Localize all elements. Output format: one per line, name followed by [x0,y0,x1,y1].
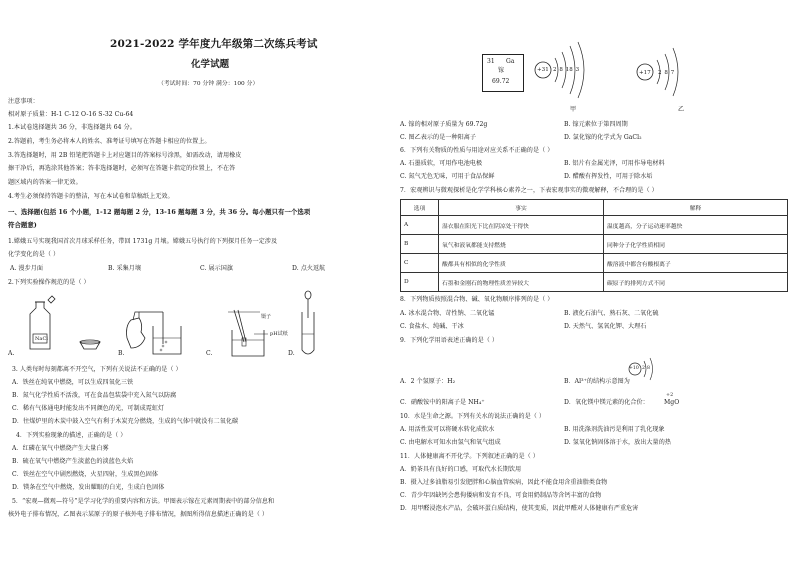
q11-option-d: D．用甲醛浸泡水产品，会破坏蛋白质结构，使其变质，因此甲醛对人体健康有严重危害 [400,505,639,512]
x-electron-shells: 2 8 7 [658,70,675,76]
section1-heading-cont: 符合题意) [8,221,37,229]
q11-option-b: B．摄入过多油脂易引发肥胖和心脑血管疾病，因此不能食用含重油脂类食物 [400,479,608,486]
q10-option-c: C. 由电解水可知水由氢气和氧气组成 [400,439,501,446]
q5-option-d: D. 氯化镓的化学式为 GaCl₂ [564,134,642,141]
q5-option-a: A. 镓的相对原子质量为 69.72g [400,121,488,128]
table-cell: D [401,273,439,292]
q4-option-d: D．镁条在空气中燃烧，发出耀眼的白光，生成白色固体 [12,484,165,491]
q3-option-c: C．稀有气体通电时能发出不同颜色的光，可制成霓虹灯 [12,405,165,412]
q9-stem: 9．下列化学用语表述正确的是（ ） [400,337,499,344]
table-header-cell: 事实 [439,200,604,216]
table-cell: B [401,235,439,254]
q6-option-c: C. 氮气无色无味，可用于食品保鲜 [400,173,495,180]
table-row [401,216,788,235]
table-cell: 碳原子的排列方式不同 [604,273,788,292]
q6-stem: 6．下列有关物质的性质与用途对应关系不正确的是（ ） [400,147,554,154]
q2-label-c: C. [206,350,213,357]
exam-subject: 化学试题 [191,59,230,70]
table-cell: A [401,216,439,235]
ga-element-tile [482,54,524,92]
table-row [401,235,788,254]
q9-option-d: D．氧化镁中镁元素的化合价： [564,399,649,406]
q1-stem-cont: 化学变化的是（ ） [8,251,60,258]
q5-stem: 5．“宏观—微观—符号”是学习化学的重要内容和方法。甲图表示镓在元素周期表中的部分信息和 [12,498,275,505]
ga-symbol: Ga [506,58,515,65]
label-jia: 甲 [570,106,577,113]
q3-option-d: D．往煤炉里的木炭中鼓入空气有利于木炭充分燃烧，生成的气体中就没有二氧化碳 [12,418,239,425]
q10-option-d: D. 氢氧化钠固体溶于水，放出大量的热 [564,439,671,446]
q1-option-b: B. 采集月壤 [108,265,142,272]
q6-option-a: A. 石墨质软，可用作电池电极 [400,160,483,167]
note-3: 3.答选择题时，用 2B 铅笔把答题卡上对应题目的答案标号涂黑，如需改动，请用橡皮 [8,152,242,159]
q5-option-c: C. 图乙表示的是一种阳离子 [400,134,477,141]
ga-electron-shells: 2 8 18 3 [553,67,580,73]
note-6: 4.考生必须保持答题卡的整洁，写在本试卷和草稿纸上无效。 [8,193,174,200]
ga-mass: 69.72 [492,78,510,85]
q1-option-a: A. 漫步月面 [10,265,43,272]
ga-atomic-number: 31 [487,58,495,65]
q3-option-a: A．铁丝在纯氧中燃烧，可以生成四氧化三铁 [12,379,134,386]
q8-option-d: D. 天然气、氢氧化钾、大理石 [564,323,647,330]
table-cell: 湿衣服在阳光下比在阴凉处干得快 [439,216,604,235]
q11-option-c: C．青少年因缺钙会患佝偻病和发育不良，可食用奶制品等含钙丰富的食物 [400,492,602,499]
table-cell: C [401,254,439,273]
mgo-formula: MgO [664,399,680,406]
q8-option-b: B. 液化石油气、熟石灰、二氧化硫 [564,310,659,317]
q2-image-d [296,290,326,360]
q2-label-b: B. [118,350,125,357]
q7-stem: 7．宏观辨识与微观探析是化学学科核心素养之一，下表宏观事实的微观解释，不合理的是（ ） [400,187,658,194]
q4-option-a: A．红磷在氧气中燃烧产生大量白雾 [12,445,109,452]
notice-title: 注意事项： [8,98,39,105]
nacl-label: NaCl [35,336,48,342]
q3-option-b: B．氮气化学性质不活泼，可在食品包装袋中充入氮气以防腐 [12,392,177,399]
table-cell: 温度越高，分子运动速率越快 [604,216,788,235]
section1-heading: 一、选择题(包括 16 个小题，1-12 题每题 2 分，13-16 题每题 3 分，共 36 分。每小题只有一个选项 [8,208,311,216]
table-header-cell: 选项 [401,200,439,216]
table-cell: 酸溶液中都含有酸根离子 [604,254,788,273]
table-cell: 氧气和液氧都能支持燃烧 [439,235,604,254]
x-nucleus-charge: +17 [639,70,651,76]
q2-image-c [214,300,294,358]
q8-stem: 8．下列物质按照混合物、碱、氧化物顺序排列的是（ ） [400,296,554,303]
table-header-row [401,200,788,216]
q10-option-b: B. 用洗涤剂洗油污是利用了乳化现象 [564,426,665,433]
q2-stem: 2.下列实验操作规范的是（ ） [8,279,90,286]
al-nucleus-charge: +10 [629,366,639,371]
table-cell: 同种分子化学性质相同 [604,235,788,254]
q2-label-a: A. [8,350,15,357]
note-4: 擦干净后，再选涂其他答案；答非选择题时，必须写在答题卡指定的位置上，不在答 [8,165,236,172]
q6-option-b: B. 铝片有金属光泽，可用作导电材料 [564,160,665,167]
q6-option-d: D. 醋酸有挥发性，可用于除水垢 [564,173,653,180]
q4-option-c: C．铁丝在空气中剧烈燃烧，火星四射，生成黑色固体 [12,471,159,478]
table-cell: 酸都具有相似的化学性质 [439,254,604,273]
q2-image-a [18,294,108,356]
exam-title: 2021-2022 学年度九年级第二次练兵考试 [110,38,318,50]
note-1: 1.本试卷选择题共 36 分，非选择题共 64 分。 [8,124,136,131]
q1-option-d: D. 点火返航 [292,265,326,272]
q1-option-c: C. 展示国旗 [200,265,234,272]
q8-option-a: A. 冰水混合物、苛性钠、二氧化锰 [400,310,495,317]
q11-stem: 11．人体健康离不开化学。下列叙述正确的是（ ） [400,453,539,460]
q1-stem: 1.嫦娥五号实现我国首次月球采样任务，带回 1731g 月壤。嫦娥五号执行的下列探月任务一定涉及 [8,238,278,245]
q7-table [400,199,788,292]
al-electron-shells: 2 8 [642,366,650,371]
q9-option-c: C．硝酸铵中的阳离子是 NH₄⁺ [400,399,485,406]
tweezers-label: 镊子 [261,314,272,320]
q5-option-b: B. 镓元素位于第四周期 [564,121,628,128]
atomic-mass: 相对原子质量：H-1 C-12 O-16 S-32 Cu-64 [8,111,134,118]
q11-option-a: A．奶茶具有良好的口感，可取代水长期饮用 [400,466,522,473]
exam-meta: （考试时间：70 分钟 满分：100 分） [158,81,259,87]
q2-image-b [123,298,193,358]
table-cell: 石墨和金刚石的物理性质差异较大 [439,273,604,292]
mgo-charge: +2 [666,393,674,398]
label-yi: 乙 [678,106,685,113]
ga-name: 镓 [498,67,505,74]
q8-option-c: C. 食盐水、纯碱、干冰 [400,323,464,330]
q10-stem: 10．水是生命之源。下列有关水的说法正确的是（ ） [400,413,546,420]
q4-option-b: B．硫在氧气中燃烧产生淡蓝色的淡蓝色火焰 [12,458,134,465]
q3-stem: 3. 人类每时每刻都离不开空气，下列有关说法不正确的是（ ） [12,366,182,373]
q4-stem: 4．下列实验现象的描述，正确的是（ ） [16,432,127,439]
table-header-cell: 解释 [604,200,788,216]
q2-label-d: D. [288,350,295,357]
table-row [401,254,788,273]
table-row [401,273,788,292]
ga-nucleus-charge: +31 [537,67,549,73]
q9-option-b: B．Al³⁺的结构示意图为 [564,378,630,385]
note-5: 题区域内的答案一律无效。 [8,179,82,186]
q9-option-a: A．2 个氢原子：H₂ [400,378,456,385]
q10-option-a: A. 用活性炭可以将硬水转化成软水 [400,426,495,433]
ph-paper-label: pH试纸 [270,331,288,337]
q5-stem-cont: 核外电子排布情况，乙图表示某原子的原子核外电子排布情况，据图所得信息描述正确的是（ ） [8,511,269,518]
note-2: 2.答题前，考生务必将本人的姓名、准考证号填写在答题卡相应的位置上。 [8,138,211,145]
